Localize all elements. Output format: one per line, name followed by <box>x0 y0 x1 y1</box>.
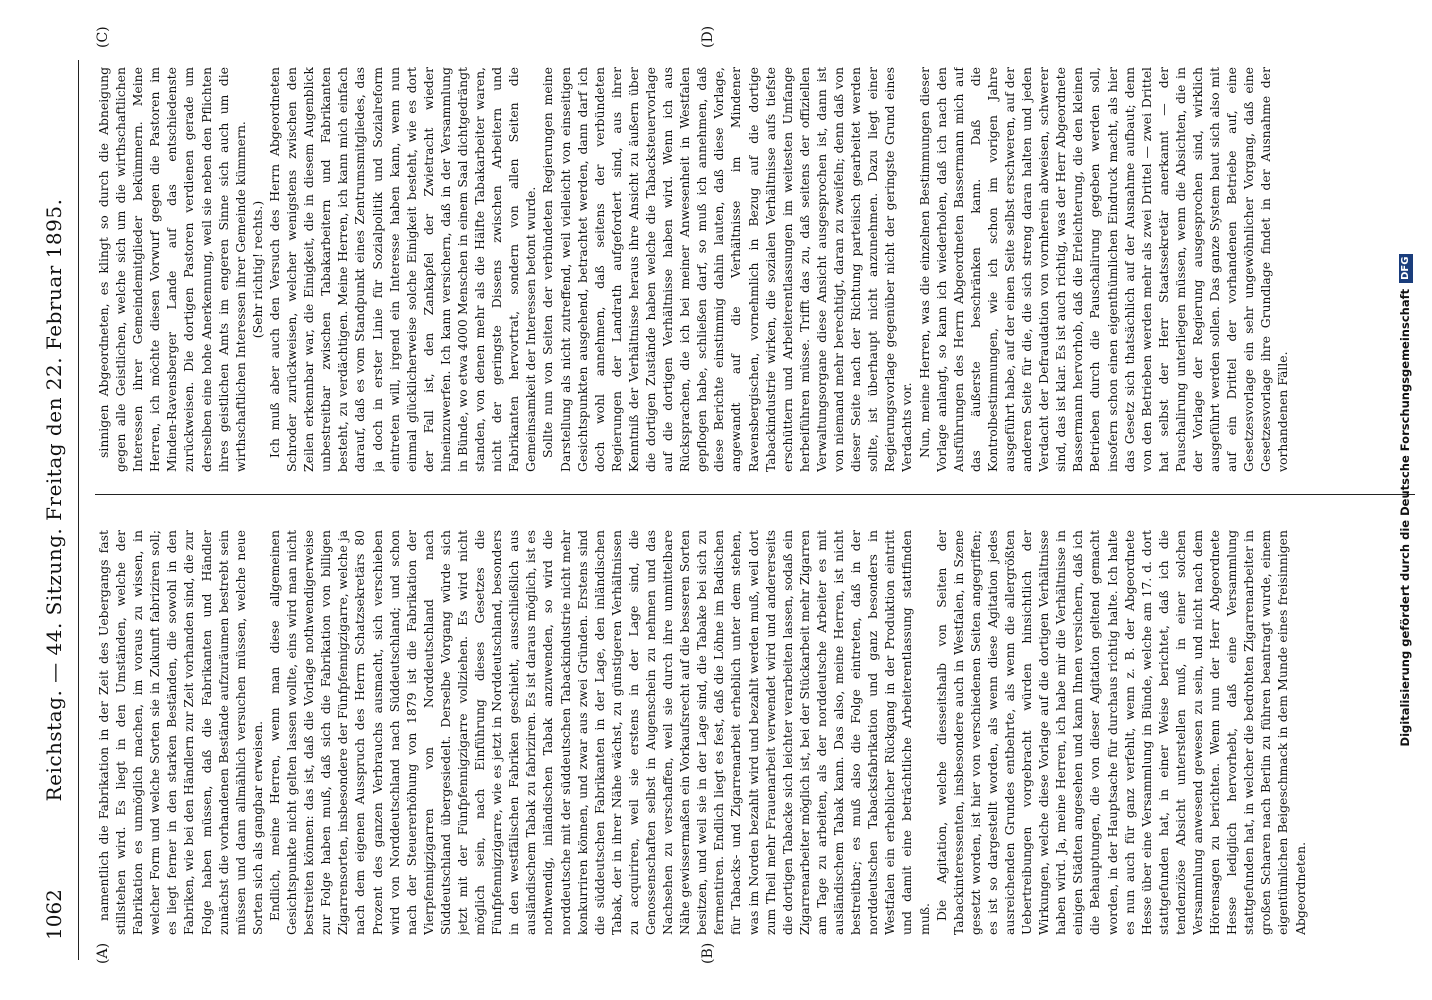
left-column <box>95 530 1415 935</box>
margin-mark-b: (B) <box>700 942 716 964</box>
right-column <box>95 67 1415 472</box>
paragraph: Die Agitation, welche diesseitshalb von Seiten der Tabackinteressenten, insbesondere auch in Westfalen, in Szene gesetzt worden, ist hier von verschiedenen Seiten angegriffen; es ist so dargestellt worden, als wenn diese Agitation jedes ausreichenden Grundes entbehrte, als wenn die allergrößten Uebertreibungen vorgebracht würden hinsichtlich der Wirkungen, welche diese Vorlage auf die dortigen Verhältnisse haben wird. Ja, meine Herren, ich habe mir die Verhältnisse in einigen Städten angesehen und kann Ihnen versichern, daß ich die Behauptungen, die von dieser Agitation geltend gemacht worden, in der Hauptsache für durchaus richtig halte. Ich halte es nun auch für ganz verfehlt, wenn z. B. der Abgeordnete Hesse über eine Versammlung in Bünde, welche am 17. d. dort stattgefunden hat, in einer Weise berichtet, daß ich die tendenziöse Absicht unterstellen muß, in einer solchen Versammlung anwesend gewesen zu sein, und nicht nach dem Hörensagen zu berichten. Wenn nun der Herr Abgeordnete Hesse lediglich hervorhebt, daß eine Versammlung stattgefunden hat, in welcher die bedrohten Zigarrenarbeiter in großen Scharen nach Berlin zu führen beantragt wurde, einem eigentümlichen Beigeschmack in dem Munde eines freisinnigen Abgeordneten. <box>933 530 1308 935</box>
paragraph: namentlich die Fabrikation in der Zeit des Uebergangs fast stillstehen wird. Es liegt in den Umständen, welche der Fabrikation es unmöglich machen, im voraus zu wissen, in welcher Form und welche Sorten sie in Zukunft fabriziren soll; es liegt ferner in den starken Beständen, die sowohl in den Fabriken, wie bei den Händlern zur Zeit vorhanden sind, die zur Folge haben müssen, daß die Fabrikanten und Händler zunächst die vorhandenen Bestände aufzuräumen bestrebt sein müssen und dann allmählich versuchen müssen, welche neue Sorten sich als gangbar erweisen. <box>96 530 265 935</box>
paragraph: sinnigen Abgeordneten, es klingt so durch die Abneigung gegen alle Geistlichen, welche sich um die wirthschaftlichen Interessen ihrer Gemeindemitglieder bekümmern. Meine Herren, ich möchte diesen Vorwurf gegen die Pastoren im Minden-Ravensberger Lande auf das entschiedenste zurückweisen. Die dortigen Pastoren verdienen gerade um derselben eine hohe Anerkennung, weil sie neben den Pflichten ihres geistlichen Amts im engeren Sinne sich auch um die wirthschaftlichen Interessen ihrer Gemeinde kümmern. <box>96 67 248 472</box>
dfg-logo: DFG <box>1399 254 1413 283</box>
margin-mark-c: (C) <box>95 26 111 48</box>
paragraph: Sollte nun von Seiten der verbündeten Regierungen meine Darstellung als nicht zutreffend, weil vielleicht von einseitigen Gesichtspunkten ausgehend, betrachtet werden, dann darf ich doch wohl annehmen, daß seitens der verbündeten Regierungen der Landrath aufgefordert sind, aus ihrer Kenntniß der Verhältnisse heraus ihre Ansicht zu äußern über die dortigen Zustände haben welche die Tabacksteuervorlage auf die dortigen Verhältnisse haben wird. Wenn ich aus Rücksprachen, die ich bei meiner Anwesenheit in Westfalen gepflogen habe, schließen darf, so muß ich annehmen, daß diese Berichte einstimmig dahin lauten, daß diese Vorlage, angewandt auf die Verhältnisse im Mindener Ravensbergischen, vornehmlich in Bezug auf die dortige Tabackindustrie wirken, die sozialen Verhältnisse aufs tiefste erschüttern und Arbeiterentlassungen im weitesten Umfange herbeiführen müsse. Trifft das zu, daß seitens der offiziellen Verwaltungsorgane diese Ansicht ausgesprochen ist, dann ist von niemand mehr berechtigt, daran zu zweifeln; denn daß von dieser Seite nach der Richtung parteiisch gearbeitet werden sollte, ist überhaupt nicht anzunehmen. Dazu liegt einer Regierungsvorlage gegenüber nicht der geringste Grund eines Verdachts vor. <box>540 67 915 472</box>
page-number: 1062 <box>42 889 66 940</box>
paragraph: Endlich, meine Herren, wenn man diese allgemeinen Gesichtspunkte nicht gelten lassen wollte, eins wird man nicht bestreiten können: das ist, daß die Vorlage nothwendigerweise zur Folge haben muß, daß sich die Fabrikation von billigen Zigarrensorten, insbesondere der Fünfpfennigzigarre, welche ja nach dem eigenen Ausspruch des Herrn Schatzsekretärs 80 Prozent des ganzen Verbrauchs ausmacht, sich verschieben wird von Norddeutschland nach Süddeutschland; und schon nach der Steuererhöhung von 1879 ist die Fabrikation der Vierpfennigzigarren von Norddeutschland nach Süddeutschland übergesiedelt. Derselbe Vorgang würde sich jetzt mit der Fünfpfennigzigarre vollziehen. Es wird nicht möglich sein, nach Einführung dieses Gesetzes die Fünfpfennigzigarre, wie es jetzt in Norddeutschland, besonders in den westfälischen Fabriken geschieht, ausschließlich aus ausländischem Tabak zu fabriziren. Es ist daraus möglich, ist es nothwendig, inländischen Tabak anzuwenden, so wird die norddeutsche mit der süddeutschen Tabackindustrie nicht mehr konkurriren können, und zwar aus zwei Gründen. Erstens sind die süddeutschen Fabrikanten in der Lage, den inländischen Tabak, der in ihrer Nähe wächst, zu günstigeren Verhältnissen zu acquiriren, weil sie erstens in der Lage sind, die Genossenschaften selbst in Augenschein zu nehmen und das Nachsehen zu verschaffen, weil sie durch ihre unmittelbare Nähe gewissermaßen ein Vorkaufsrecht auf die besseren Sorten besitzen, und weil sie in der Lage sind, die Tabake bei sich zu fermentiren. Endlich liegt es fest, daß die Löhne im Badischen für Tabacks- und Zigarrenarbeit erheblich unter dem stehen, was im Norden bezahlt wird und bezahlt werden muß, weil dort zum Theil mehr Frauenarbeit verwendet wird und andererseits die dortigen Tabacke sich leichter verarbeiten lassen, sodaß ein Zigarrenarbeiter möglich ist, bei der Stückarbeit mehr Zigarren am Tage zu arbeiten, als der norddeutsche Arbeiter es mit ausländischem Tabak kann. Das also, meine Herren, ist nicht bestreitbar; es muß also die Folge eintreten, daß in der norddeutschen Tabacksfabrikation und ganz besonders in Westfalen ein erheblicher Rückgang in der Produktion eintritt und damit eine beträchtliche Arbeiterentlassung stattfinden muß. <box>266 530 932 935</box>
header-title: Reichstag. — 44. Sitzung. Freitag den 22. Februar 1895. <box>42 198 66 802</box>
credit-text: Digitalisierung gefördert durch die Deutsche Forschungsgemeinschaft <box>1398 288 1412 747</box>
margin-mark-a: (A) <box>95 942 111 964</box>
page-header <box>40 60 72 940</box>
header-rule <box>78 60 79 960</box>
paragraph: Nun, meine Herren, was die einzelnen Bestimmungen dieser Vorlage anlangt, so kann ich wiederholen, daß ich nach den Ausführungen des Herrn Abgeordneten Bassermann mich auf das äußerste beschränken kann. Daß die Kontrolbestimmungen, wie ich schon im vorigen Jahre ausgeführt habe, auf der einen Seite selbst erschweren, auf der anderen Seite für die, die sich streng daran halten und jeden Verdacht der Defraudation von vornherein abweisen, schwerer sind, das ist klar. Es ist auch richtig, was der Herr Abgeordnete Bassermann hervorhob, daß die Erleichterung, die den kleinen Betrieben durch die Pauschalirung gegeben werden soll, insofern schon einen eigenthümlichen Eindruck macht, als hier das Gesetz sich thatsächlich auf der Ausnahme aufbaut; denn von den Betrieben werden mehr als zwei Drittel — zwei Drittel hat selbst der Herr Staatssekretär anerkannt — der Pauschalirung unterliegen müssen, wenn die Absichten, die in der Vorlage der Regierung ausgesprochen sind, wirklich ausgeführt werden sollen. Das ganze System baut sich also mit auf ein Drittel der vorhandenen Betriebe auf, eine Gesetzesvorlage ein sehr ungewöhnlicher Vorgang, daß eine Gesetzesvorlage ihre Grundlage findet in der Ausnahme der vorhandenen Fälle. <box>916 67 1291 472</box>
column-divider <box>95 494 1415 495</box>
interjection: (Sehr richtig! rechts.) <box>249 200 265 339</box>
digitization-credit <box>1390 20 1420 980</box>
paragraph: Ich muß aber auch den Versuch des Herrn Abgeordneten Schroder zurückweisen, welcher wenigstens zwischen den Zeilen erkennbar war, die Einigkeit, die in diesem Augenblick unbestreitbar zwischen Tabakarbeitern und Fabrikanten besteht, zu verdächtigen. Meine Herren, ich kann mich einfach darauf, daß es vom Standpunkt eines Zentrumsmitgliedes, das ja doch in erster Linie für Sozialpolitik und Sozialreform eintreten will, irgend ein Interesse haben kann, wenn nun einmal glücklicherweise solche Einigkeit besteht, wie es dort der Fall ist, den Zankapfel der Zwietracht wieder hineinzuwerfen. Ich kann versichern, daß in der Versammlung in Bünde, wo etwa 4000 Menschen in einem Saal dichtgedrängt standen, von denen mehr als die Hälfte Tabakarbeiter waren, nicht der geringste Dissens zwischen Arbeitern und Fabrikanten hervortrat, sondern von allen Seiten die Gemeinsamkeit der Interessen betont wurde. <box>266 67 539 472</box>
margin-mark-d: (D) <box>700 25 716 48</box>
